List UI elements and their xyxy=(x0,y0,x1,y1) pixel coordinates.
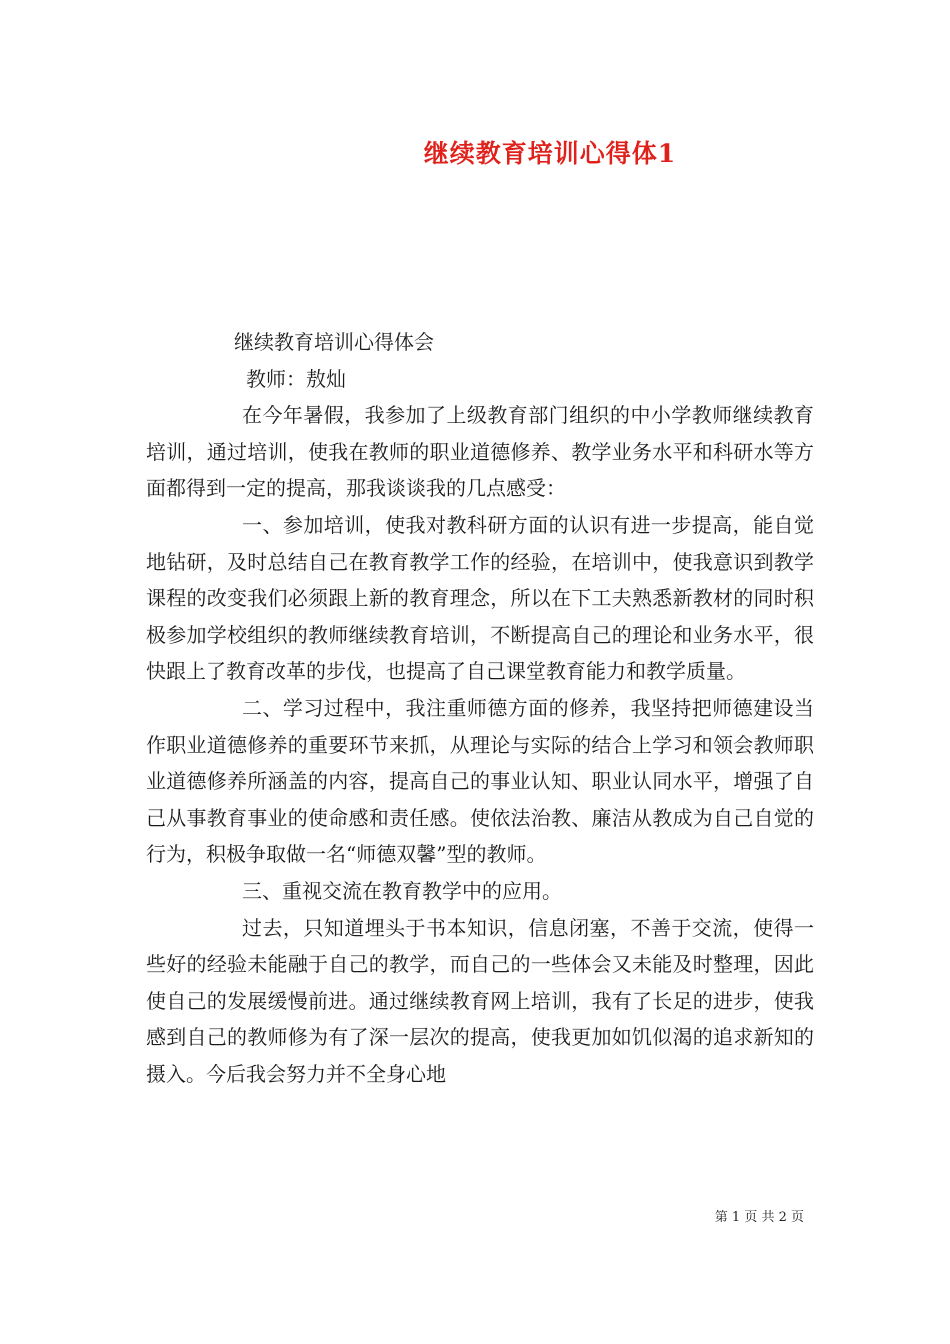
author-line: 教师：敖灿 xyxy=(246,366,346,391)
paragraph: 过去，只知道埋头于书本知识，信息闭塞，不善于交流，使得一些好的经验未能融于自己的教学，而自己的一些体会又未能及时整理，因此使自己的发展缓慢前进。通过继续教育网上培训，我有了长足的进步，使我感到自己的教师修为有了深一层次的提高，使我更加如饥似渴的追求新知的摄入。今后我会努力并不全身心地 xyxy=(146,915,814,1086)
page-footer: 第 1 页 共 2 页 xyxy=(714,1210,804,1225)
page-title: 继续教育培训心得体1 xyxy=(423,139,677,168)
document-body xyxy=(146,324,814,1092)
paragraph: 三、重视交流在教育教学中的应用。 xyxy=(242,878,562,903)
document-subtitle: 继续教育培训心得体会 xyxy=(234,330,434,354)
paragraph: 在今年暑假，我参加了上级教育部门组织的中小学教师继续教育培训，通过培训，使我在教师的职业道德修养、教学业务水平和科研水等方面都得到一定的提高，那我谈谈我的几点感受： xyxy=(146,403,814,501)
paragraph: 一、参加培训，使我对教科研方面的认识有进一步提高，能自觉地钻研，及时总结自己在教育教学工作的经验，在培训中，使我意识到教学课程的改变我们必须跟上新的教育理念，所以在下工夫熟悉新教材的同时积极参加学校组织的教师继续教育培训，不断提高自己的理论和业务水平，很快跟上了教育改革的步伐，也提高了自己课堂教育能力和教学质量。 xyxy=(146,512,814,684)
paragraph: 二、学习过程中，我注重师德方面的修养，我坚持把师德建设当作职业道德修养的重要环节来抓，从理论与实际的结合上学习和领会教师职业道德修养所涵盖的内容，提高自己的事业认知、职业认同水平，增强了自己从事教育事业的使命感和责任感。使依法治教、廉洁从教成为自己自觉的行为，积极争取做一名“师德双馨”型的教师。 xyxy=(146,695,814,867)
